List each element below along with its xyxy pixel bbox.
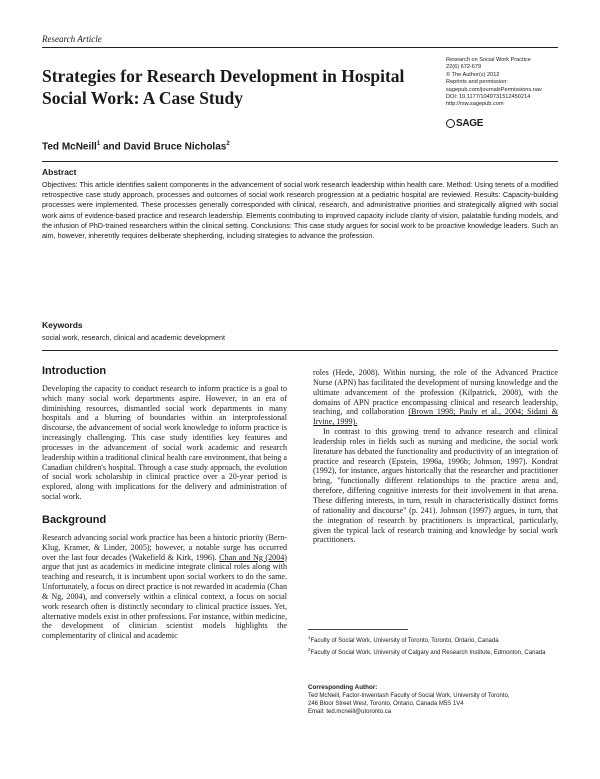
paragraph: Developing the capacity to conduct research to inform practice is a goal to which many social work departments aspire. However, in an era of diminishing resources, dismantled social work departments in many hospitals and a blurring of boundaries within an interprofessional discourse, the advancement of social work knowledge to inform practice is increasingly challenging. This case study identifies key features and processes in the advancement of social work academic and research leadership within a traditional clinical health care environment, that being a Canadian children's hospital. Through a case study approach, the evolution of social work scholarship in clinical practice over a 20-year period is explored, along with implications for the delivery and administration of social work. xyxy=(42,383,287,502)
paragraph-text: argue that just as academics in medicine integrate clinical roles along with teaching and research, it is incumbent upon social workers to do the same. Unfortunately, a focus on direct practice is not rewarded in academia (Chan & Ng, 2004), and conversely within a clinical context, a focus on social work research often is distinctly secondary to clinical practice issues. Yet, alternative models exist in other professions. For instance, within medicine, the development of clinician scientist models highlights the complementarity of clinical and academic xyxy=(42,562,288,641)
paragraph: In contrast to this growing trend to advance research and clinical leadership roles in fields such as nursing and medicine, the social work literature has debated the functionality and productivity of an integration of practice and research (Epstein, 1996a, 1996b; Johnson, 1997). Kondrat (1992), for instance, argues historically that the researcher and practitioner bring, "functionally different relationships to the practice arena and, therefore, differing cognitive interests for their involvement in that arena. These differing interests, in turn, result in characteristically distinct forms of rationality and discourse" (p. 241). Johnson (1997) argues, in turn, that the integration of research by practitioners is impractical, particularly, given the typical lack of research training and knowledge by social work practitioners. xyxy=(313,427,558,545)
section-heading-introduction: Introduction xyxy=(42,365,107,377)
section-heading-background: Background xyxy=(42,513,107,526)
affiliation-text: Faculty of Social Work, University of Calgary and Research Institute, Edmonton, Canada xyxy=(310,649,546,656)
doi-link[interactable]: DOI: 10.1177/1049731512450214 xyxy=(446,94,531,101)
affiliation-marker: 1 xyxy=(308,635,311,640)
citation-link[interactable]: Chan and Ng (2004) xyxy=(219,552,287,562)
author-name: Ted McNeill xyxy=(42,141,97,153)
corresponding-address: 246 Bloor Street West, Toronto, Ontario, Canada M5S 1V4 xyxy=(308,700,464,707)
affiliation-text: Faculty of Social Work, University of Toronto, Toronto, Ontario, Canada xyxy=(310,638,499,644)
journal-url-link[interactable]: http://rsw.sagepub.com xyxy=(446,101,504,108)
header-rule xyxy=(42,47,558,48)
author-joiner: and xyxy=(100,141,124,153)
affiliation-marker: 1 xyxy=(96,141,101,147)
abstract-rule xyxy=(42,161,558,162)
right-column xyxy=(313,368,558,545)
publisher-logo xyxy=(446,118,483,129)
article-type-label: Research Article xyxy=(42,34,102,44)
publisher-name: SAGE xyxy=(456,118,484,129)
permissions-link[interactable]: sagepub.com/journalsPermissions.nav xyxy=(446,86,542,93)
affiliations xyxy=(308,634,558,658)
left-column xyxy=(42,367,287,641)
affiliation-1 xyxy=(308,634,558,646)
author-name: David Bruce Nicholas xyxy=(123,141,227,153)
footnote-rule xyxy=(308,629,408,630)
journal-info xyxy=(446,57,576,109)
sage-mark-icon xyxy=(446,119,455,128)
journal-name: Research on Social Work Practice xyxy=(446,57,531,63)
paragraph-text: Research advancing social work practice has been a historic priority (Bern-Klug, Kramer, & Linder, 2005); however, a notable surge has occurred over the last four decades (Wakefield & Kirk, 1996). xyxy=(42,532,287,562)
journal-issue: 22(6) 672-679 xyxy=(446,64,482,71)
keywords-heading: Keywords xyxy=(42,320,83,330)
keywords-rule xyxy=(42,350,558,351)
citation-link[interactable]: (Brown 1998; Pauly et al., 2004; Sidani & Irvine, 1999). xyxy=(313,407,558,427)
article-title: Strategies for Research Development in Hospital Social Work: A Case Study xyxy=(42,66,405,108)
corresponding-address: Ted McNeill, Factor-Inwentash Faculty of Social Work, University of Toronto, xyxy=(308,693,510,699)
corresponding-email[interactable]: Email: ted.mcneill@utoronto.ca xyxy=(308,708,392,715)
keywords-text: social work, research, clinical and academic development xyxy=(42,333,225,342)
affiliation-marker: 2 xyxy=(308,646,311,652)
affiliation-2 xyxy=(308,646,558,658)
abstract-heading: Abstract xyxy=(42,167,77,177)
paragraph xyxy=(42,533,287,641)
paragraph xyxy=(313,368,558,427)
abstract-text: Objectives: This article identifies salient components in the advancement of social work research leadership within health care. Method: Using tenets of a modified retrospective case study approach, processes and outcomes of social work research progression at a pediatric hospital are reviewed. Results: Capacity-building processes were implemented. These processes generally corresponded with clinical, research, and administrative priorities and strategically aligned with social work aims of evidence-based practice and research leadership. Elements contributing to improved capacity include clarity of vision, palatable funding models, and the infusion of PhD-trained researchers within the clinical setting. Conclusions: This case study argues for social work to be proactive knowledge leaders. Such an aim, however, inherently requires deliberate shepherding, including strategies to advance the profession. xyxy=(42,180,558,241)
paragraph-text: roles (Hede, 2008). Within nursing, the role of the Advanced Practice Nurse (APN) has facilitated the development of nursing knowledge and the ultimate advancement of the profession (Kilpatrick, 2008), with the domains of APN practice encompassing clinical and research leadership, teaching, and collaboration xyxy=(313,368,558,417)
copyright-line: © The Author(s) 2012 xyxy=(446,71,500,78)
corresponding-author xyxy=(308,693,560,717)
author-line xyxy=(42,141,230,152)
corresponding-author-heading: Corresponding Author: xyxy=(308,684,378,691)
affiliation-marker: 2 xyxy=(226,141,230,147)
reprints-line: Reprints and permission: xyxy=(446,79,508,86)
